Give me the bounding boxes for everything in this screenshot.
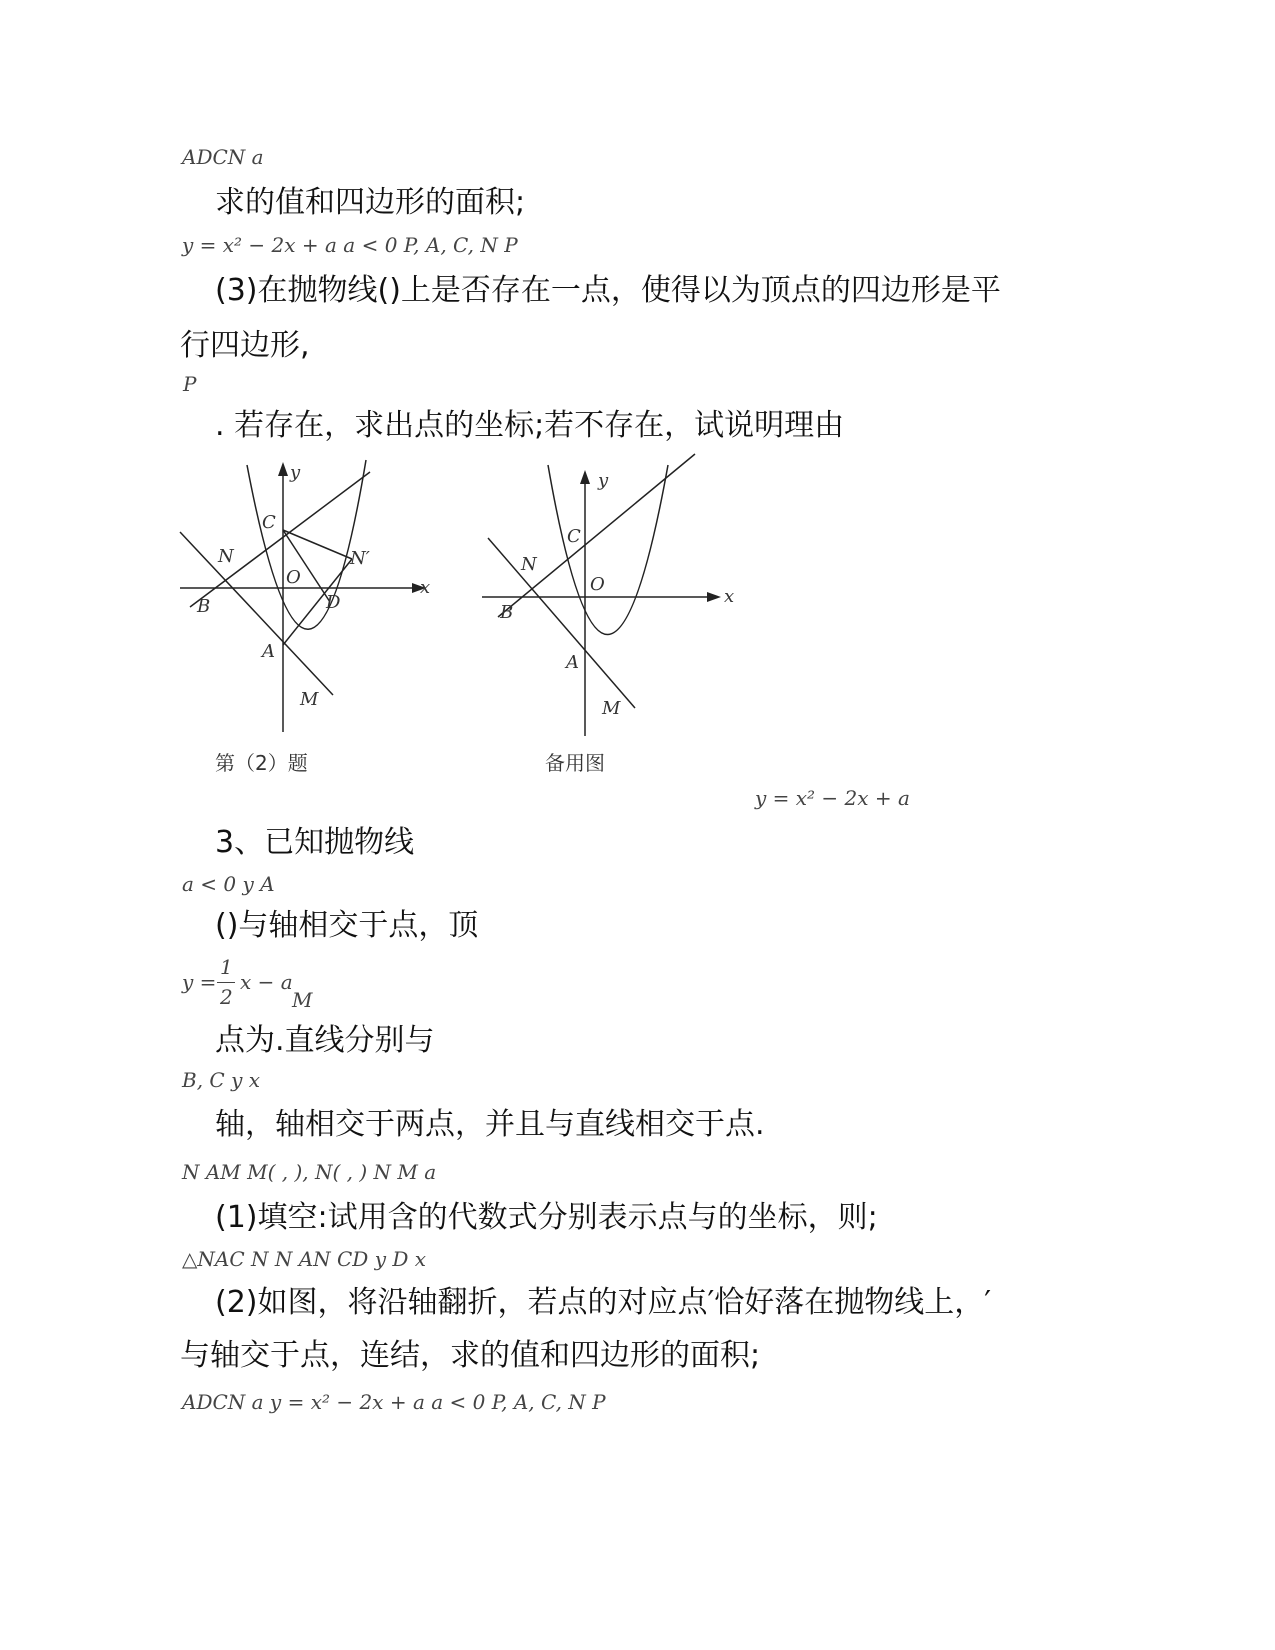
figure-problem-2 [170,450,450,750]
math-fragment: △NAC N N AN CD y D x [182,1247,427,1271]
point-label-n-prime: N′ [350,548,370,569]
fraction-denominator: 2 [220,985,233,1009]
point-label-c: C [567,526,581,547]
x-axis-label: x [420,577,431,598]
point-label-a: A [262,641,275,662]
point-label-c: C [262,512,276,533]
paragraph-line: (1)填空:试用含的代数式分别表示点与的坐标，则; [215,1200,878,1235]
paragraph-line: 行四边形, [180,328,310,363]
figure-caption: 第（2）题 [215,751,308,775]
math-fragment: ADCN a [182,145,264,169]
point-label-b: B [500,602,514,623]
math-fragment: a < 0 y A [182,872,275,896]
math-fragment: P [183,372,197,396]
paragraph-line: . 若存在，求出点的坐标;若不存在，试说明理由 [215,408,845,443]
point-label-m: M [300,689,319,710]
math-rhs: x − a [240,970,293,994]
math-fragment: B, C y x [182,1068,261,1092]
figure-spare [480,450,750,740]
math-fragment: ADCN a y = x² − 2x + a a < 0 P, A, C, N P [182,1390,606,1414]
point-label-b: B [197,596,211,617]
paragraph-line: 轴，轴相交于两点，并且与直线相交于点. [215,1107,765,1142]
math-fragment: y = x² − 2x + a a < 0 P, A, C, N P [182,233,518,257]
y-axis-label: y [290,462,301,483]
math-lhs: y = [182,970,217,994]
x-axis-label: x [724,586,735,607]
paragraph-line: 与轴交于点，连结，求的值和四边形的面积; [180,1338,761,1373]
fraction-bar [217,982,235,983]
fraction-numerator: 1 [220,955,233,979]
math-fragment: y = x² − 2x + a [755,786,910,810]
figure-caption: 备用图 [545,751,605,775]
paragraph-line: (3)在抛物线()上是否存在一点，使得以为顶点的四边形是平 [215,273,1001,308]
y-axis-label: y [598,470,609,491]
paragraph-line: 点为.直线分别与 [215,1023,435,1058]
point-label-n: N [521,554,537,575]
point-label-a: A [566,652,579,673]
math-fragment: N AM M( , ), N( , ) N M a [182,1160,437,1184]
paragraph-line: (2)如图，将沿轴翻折，若点的对应点′恰好落在抛物线上，′ [215,1285,992,1320]
math-var: M [292,988,313,1012]
point-label-o: O [286,567,301,588]
point-label-o: O [590,574,605,595]
paragraph-line: ()与轴相交于点，顶 [215,908,479,943]
point-label-n: N [218,546,234,567]
paragraph-line: 3、已知抛物线 [215,825,415,860]
point-label-d: D [326,592,341,613]
point-label-m: M [602,698,621,719]
paragraph-line: 求的值和四边形的面积; [215,185,526,220]
